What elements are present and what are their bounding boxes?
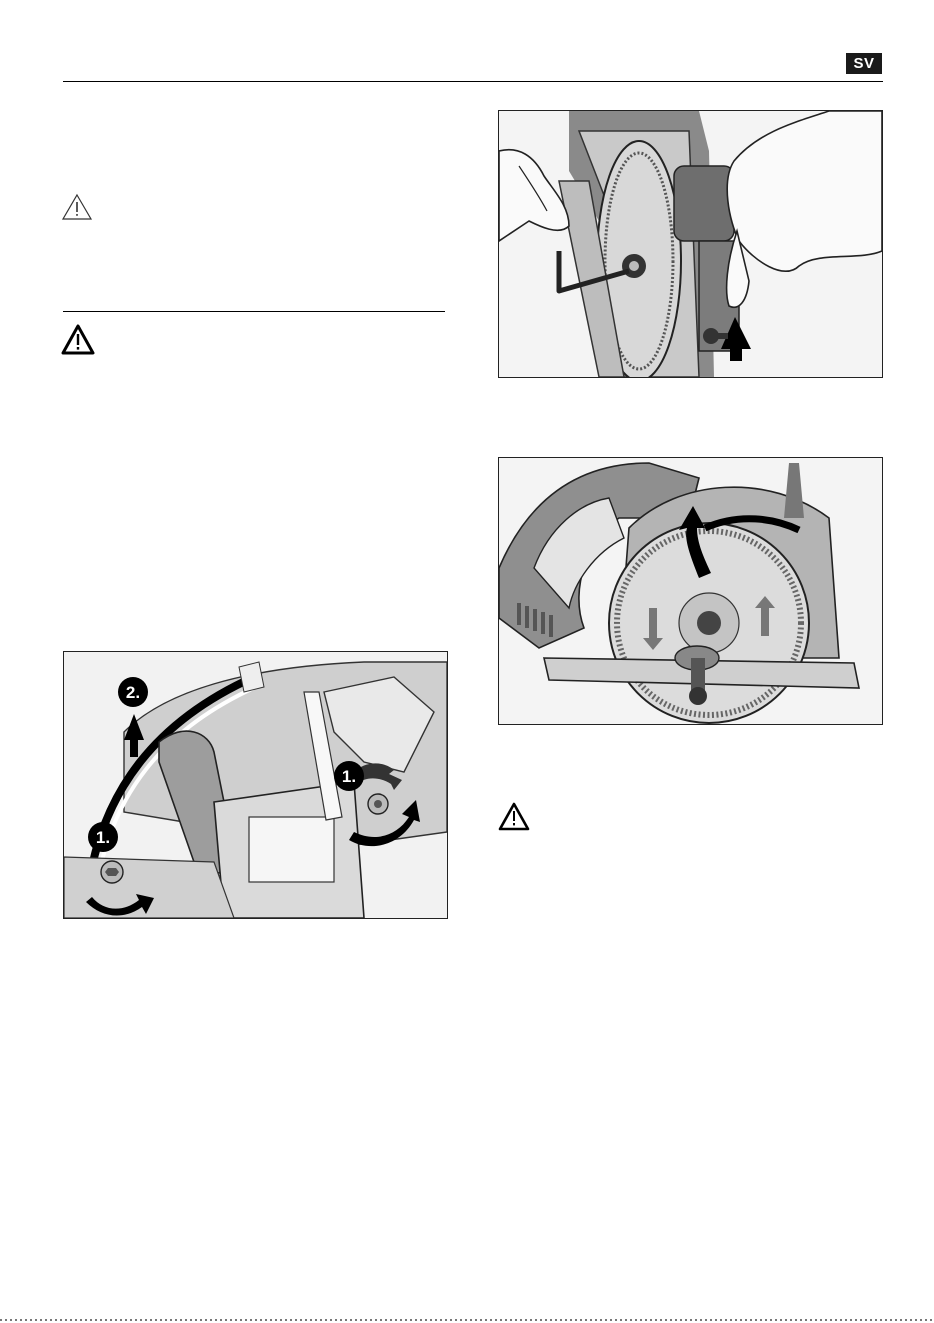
section-rule	[63, 311, 445, 312]
language-badge: SV	[846, 53, 882, 74]
figure-remove-saw-blade	[498, 110, 883, 378]
page-footer-edge	[0, 1319, 934, 1321]
step-1-label-right: 1.	[341, 767, 357, 786]
figure-adjust-guard	[63, 651, 448, 919]
step-2-label: 2.	[125, 683, 141, 702]
figure-install-saw-blade	[498, 457, 883, 725]
step-1-label-left: 1.	[95, 828, 111, 847]
warning-triangle-icon	[61, 193, 93, 221]
warning-triangle-icon	[60, 323, 96, 356]
header-rule	[63, 81, 883, 82]
warning-triangle-icon	[497, 801, 531, 832]
